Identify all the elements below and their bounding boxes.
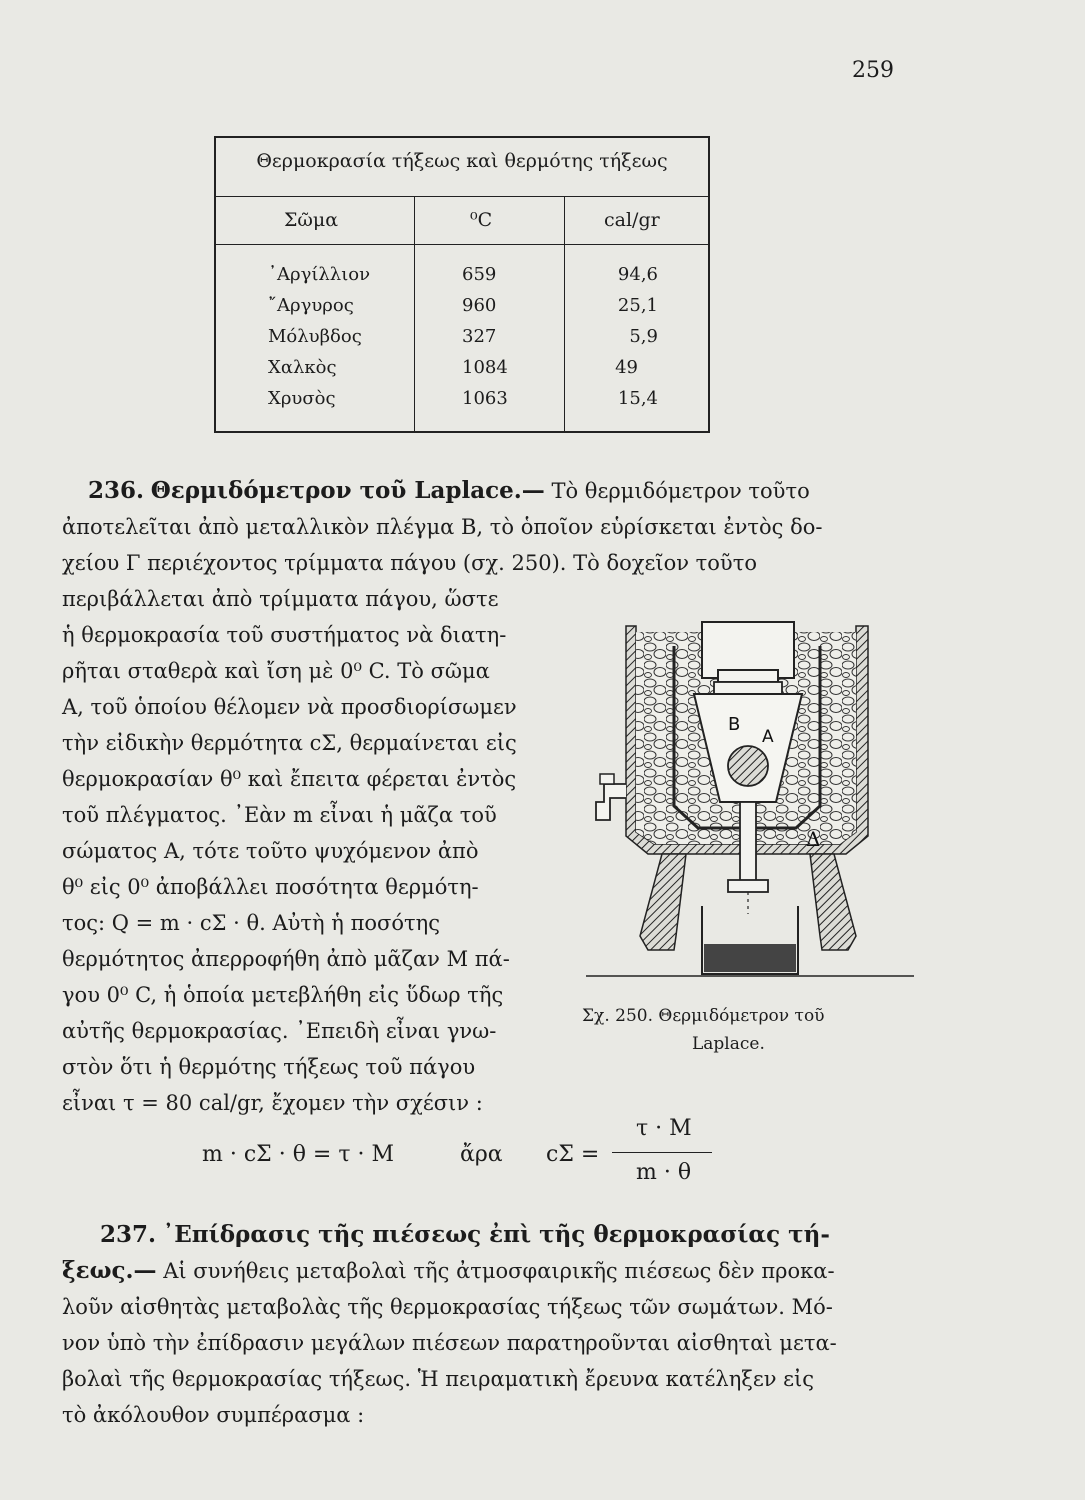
table-cell-celsius: 1063 — [462, 388, 508, 409]
paragraph-line: στὸν ὅτι ἡ θερμότης τήξεως τοῦ πάγου — [62, 1055, 476, 1079]
table-cell-celsius: 327 — [462, 326, 497, 347]
section-number: 236. — [88, 477, 145, 504]
table-cell-body: Χρυσὸς — [268, 388, 336, 409]
figure-caption-line1: Σχ. 250. Θερμιδόμετρον τοῦ — [582, 1006, 825, 1026]
figure-label-b: B — [728, 714, 741, 735]
formula-mid: ἄρα — [460, 1142, 503, 1167]
formula-denominator: m · θ — [636, 1160, 692, 1185]
table-rule-header — [216, 244, 708, 245]
paragraph-line: τὴν εἰδικὴν θερμότητα cΣ, θερμαίνεται εἰς — [62, 731, 517, 755]
paragraph-line: περιβάλλεται ἀπὸ τρίμματα πάγου, ὥστε — [62, 587, 499, 611]
table-cell-celsius: 1084 — [462, 357, 508, 378]
section-236-heading — [88, 478, 810, 504]
table-cell-cal: 25,1 — [617, 295, 658, 316]
fraction-bar — [612, 1152, 712, 1153]
formula-lhs: cΣ = — [546, 1142, 600, 1167]
paragraph-line: θερμότητος ἀπερροφήθη ἀπὸ μᾶζαν Μ πά- — [62, 947, 510, 971]
table-header-celsius: ⁰C — [470, 209, 493, 231]
paragraph-line: χείου Γ περιέχοντος τρίμματα πάγου (σχ. 250). Τὸ δοχεῖον τοῦτο — [62, 551, 757, 575]
table-cell-body: Χαλκὸς — [268, 357, 337, 378]
table-cell-celsius: 960 — [462, 295, 497, 316]
section-237-heading — [100, 1222, 830, 1248]
paragraph-line: θ⁰ εἰς 0⁰ ἀποβάλλει ποσότητα θερμότη- — [62, 875, 479, 899]
table-col-divider-2 — [564, 196, 565, 431]
paragraph-line: τος: Q = m · cΣ · θ. Αὐτὴ ἡ ποσότης — [62, 911, 440, 935]
paragraph-line: εἶναι τ = 80 cal/gr, ἔχομεν τὴν σχέσιν : — [62, 1091, 483, 1115]
table-cell-body: Μόλυβδος — [268, 326, 362, 347]
formula-numerator: τ · M — [636, 1116, 692, 1141]
table-cell-cal: 94,6 — [617, 264, 658, 285]
table-cell-cal: 49 — [615, 357, 638, 378]
table-cell-cal: 15,4 — [617, 388, 658, 409]
paragraph-line: γου 0⁰ C, ἡ ὁποία μετεβλήθη εἰς ὕδωρ τῆς — [62, 983, 504, 1007]
table-cell-celsius: 659 — [462, 264, 497, 285]
table-cell-body: ᾿Αργίλλιον — [268, 264, 371, 285]
page-number: 259 — [852, 58, 894, 83]
melting-table — [214, 136, 710, 433]
table-header-cal: cal/gr — [604, 209, 660, 231]
table-cell-cal: 5,9 — [629, 326, 658, 347]
paragraph-line: ἡ θερμοκρασία τοῦ συστήματος νὰ διατη- — [62, 623, 507, 647]
paragraph-line: Α, τοῦ ὁποίου θέλομεν νὰ προσδιορίσωμεν — [62, 695, 517, 719]
paragraph-line: τοῦ πλέγματος. ᾿Εὰν m εἶναι ἡ μᾶζα τοῦ — [62, 803, 497, 827]
table-title: Θερμοκρασία τήξεως καὶ θερμότης τήξεως — [256, 150, 668, 172]
figure-caption-line2: Laplace. — [692, 1034, 765, 1054]
paragraph-line: σώματος Α, τότε τοῦτο ψυχόμενον ἀπὸ — [62, 839, 479, 863]
paragraph-line: ἀποτελεῖται ἀπὸ μεταλλικὸν πλέγμα Β, τὸ ὁποῖον εὑρίσκεται ἐντὸς δο- — [62, 515, 823, 539]
figure-label-a: A — [762, 727, 774, 747]
paragraph-line: αὐτῆς θερμοκρασίας. ᾿Επειδὴ εἶναι γνω- — [62, 1019, 497, 1043]
formula-left: m · cΣ · θ = τ · M — [202, 1142, 395, 1167]
table-col-divider-1 — [414, 196, 415, 431]
paragraph-line: λοῦν αἰσθητὰς μεταβολὰς τῆς θερμοκρασίας τήξεως τῶν σωμάτων. Μό- — [62, 1295, 833, 1319]
paragraph-line: Αἱ συνήθεις μεταβολαὶ τῆς ἀτμοσφαιρικῆς πιέσεως δὲν προκα- — [163, 1259, 835, 1283]
paragraph-line: βολαὶ τῆς θερμοκρασίας τήξεως. Ἡ πειραματικὴ ἔρευνα κατέληξεν εἰς — [62, 1367, 815, 1391]
table-header-body: Σῶμα — [284, 209, 339, 231]
paragraph-line: Τὸ θερμιδόμετρον τοῦτο — [551, 479, 810, 503]
paragraph-line: τὸ ἀκόλουθον συμπέρασμα : — [62, 1403, 365, 1427]
figure-label-d: Δ — [806, 827, 821, 851]
section-237-line1 — [62, 1258, 835, 1284]
paragraph-line: ρῆται σταθερὰ καὶ ἴση μὲ 0⁰ C. Τὸ σῶμα — [62, 659, 490, 683]
section-title-cont: ξεως.— — [62, 1257, 157, 1284]
paragraph-line: νον ὑπὸ τὴν ἐπίδρασιν μεγάλων πιέσεων παρατηροῦνται αἰσθηταὶ μετα- — [62, 1331, 837, 1355]
section-number: 237. — [100, 1221, 157, 1248]
table-cell-body: ῎Αργυρος — [268, 295, 354, 316]
paragraph-line: θερμοκρασίαν θ⁰ καὶ ἔπειτα φέρεται ἐντὸς — [62, 767, 517, 791]
calorimeter-figure — [578, 606, 918, 996]
section-title: Θερμιδόμετρον τοῦ Laplace.— — [150, 477, 545, 504]
table-rule-top — [216, 196, 708, 197]
section-title: ᾿Επίδρασις τῆς πιέσεως ἐπὶ τῆς θερμοκρασίας τή- — [162, 1221, 830, 1248]
